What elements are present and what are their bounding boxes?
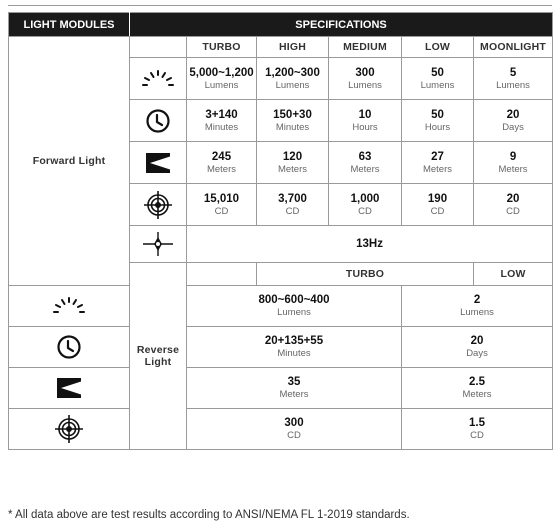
mode-header-moonlight: MOONLIGHT xyxy=(474,37,553,58)
forward-runtime-low: 50 Hours xyxy=(402,100,474,142)
footnote: * All data above are test results according to ANSI/NEMA FL 1-2019 standards. xyxy=(8,509,410,521)
forward-intensity-turbo: 15,010 CD xyxy=(187,184,257,226)
forward-mode-header-row xyxy=(9,37,553,58)
reverse-runtime-row xyxy=(9,327,553,368)
specifications-header: SPECIFICATIONS xyxy=(130,13,553,37)
mode-header-high: HIGH xyxy=(257,37,329,58)
reverse-runtime-turbo: 20+135+55 Minutes xyxy=(187,327,402,368)
forward-runtime-turbo: 3+140 Minutes xyxy=(187,100,257,142)
brightness-rays-icon xyxy=(9,286,130,327)
forward-intensity-medium: 1,000 CD xyxy=(329,184,402,226)
reverse-intensity-turbo: 300 CD xyxy=(187,409,402,450)
beam-distance-icon xyxy=(130,142,187,184)
forward-distance-low: 27 Meters xyxy=(402,142,474,184)
reverse-distance-row xyxy=(9,368,553,409)
reverse-distance-low: 2.5 Meters xyxy=(402,368,553,409)
reverse-mode-header-low: LOW xyxy=(474,263,553,286)
top-rule xyxy=(8,5,552,6)
strobe-frequency-value: 13Hz xyxy=(187,226,553,263)
mode-header-spacer xyxy=(187,263,257,286)
mode-header-turbo: TURBO xyxy=(187,37,257,58)
beam-distance-icon xyxy=(9,368,130,409)
target-intensity-icon xyxy=(9,409,130,450)
specifications-table xyxy=(8,12,553,450)
reverse-intensity-low: 1.5 CD xyxy=(402,409,553,450)
reverse-output-low: 2 Lumens xyxy=(402,286,553,327)
forward-distance-moonlight: 9 Meters xyxy=(474,142,553,184)
reverse-distance-turbo: 35 Meters xyxy=(187,368,402,409)
mode-header-spacer xyxy=(130,37,187,58)
forward-runtime-moonlight: 20 Days xyxy=(474,100,553,142)
clock-icon xyxy=(130,100,187,142)
forward-output-low: 50 Lumens xyxy=(402,58,474,100)
table-header-row xyxy=(9,13,553,37)
reverse-output-row xyxy=(9,286,553,327)
forward-distance-medium: 63 Meters xyxy=(329,142,402,184)
reverse-mode-header-turbo: TURBO xyxy=(257,263,474,286)
forward-intensity-low: 190 CD xyxy=(402,184,474,226)
brightness-rays-icon xyxy=(130,58,187,100)
reverse-light-label: Reverse Light xyxy=(130,263,187,450)
forward-output-medium: 300 Lumens xyxy=(329,58,402,100)
reverse-runtime-low: 20 Days xyxy=(402,327,553,368)
forward-output-moonlight: 5 Lumens xyxy=(474,58,553,100)
forward-intensity-moonlight: 20 CD xyxy=(474,184,553,226)
light-modules-header: LIGHT MODULES xyxy=(9,13,130,37)
forward-runtime-medium: 10 Hours xyxy=(329,100,402,142)
reverse-intensity-row xyxy=(9,409,553,450)
forward-intensity-high: 3,700 CD xyxy=(257,184,329,226)
forward-runtime-high: 150+30 Minutes xyxy=(257,100,329,142)
strobe-icon xyxy=(130,226,187,263)
mode-header-low: LOW xyxy=(402,37,474,58)
clock-icon xyxy=(9,327,130,368)
mode-header-medium: MEDIUM xyxy=(329,37,402,58)
forward-output-high: 1,200~300 Lumens xyxy=(257,58,329,100)
forward-distance-high: 120 Meters xyxy=(257,142,329,184)
reverse-output-turbo: 800~600~400 Lumens xyxy=(187,286,402,327)
target-intensity-icon xyxy=(130,184,187,226)
forward-distance-turbo: 245 Meters xyxy=(187,142,257,184)
forward-light-label: Forward Light xyxy=(9,37,130,286)
forward-output-turbo: 5,000~1,200 Lumens xyxy=(187,58,257,100)
